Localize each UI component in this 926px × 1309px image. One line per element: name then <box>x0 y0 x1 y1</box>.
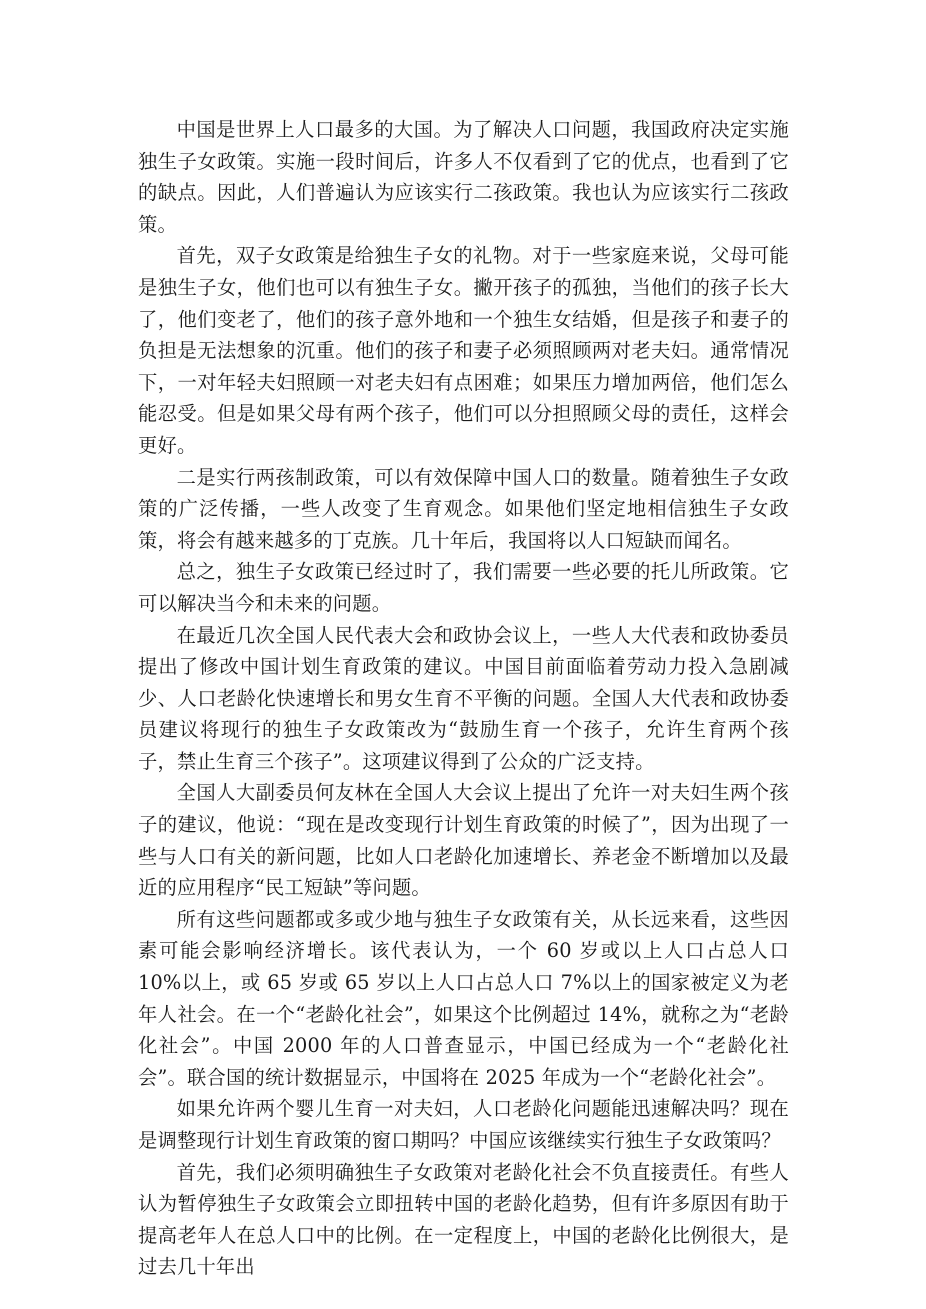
paragraph: 首先，双子女政策是给独生子女的礼物。对于一些家庭来说，父母可能是独生子女，他们也可以有独生子女。撇开孩子的孤独，当他们的孩子长大了，他们变老了，他们的孩子意外地和一个独生女结婚，但是孩子和妻子的负担是无法想象的沉重。他们的孩子和妻子必须照顾两对老夫妇。通常情况下，一对年轻夫妇照顾一对老夫妇有点困难；如果压力增加两倍，他们怎么能忍受。但是如果父母有两个孩子，他们可以分担照顾父母的责任，这样会更好。 <box>138 244 789 457</box>
paragraph: 在最近几次全国人民代表大会和政协会议上，一些人大代表和政协委员提出了修改中国计划生育政策的建议。中国目前面临着劳动力投入急剧减少、人口老龄化快速增长和男女生育不平衡的问题。全国人大代表和政协委员建议将现行的独生子女政策改为“鼓励生育一个孩子，允许生育两个孩子，禁止生育三个孩子”。这项建议得到了公众的广泛支持。 <box>138 623 789 773</box>
paragraph: 总之，独生子女政策已经过时了，我们需要一些必要的托儿所政策。它可以解决当今和未来的问题。 <box>138 560 789 615</box>
paragraph: 首先，我们必须明确独生子女政策对老龄化社会不负直接责任。有些人认为暂停独生子女政策会立即扭转中国的老龄化趋势，但有许多原因有助于提高老年人在总人口中的比例。在一定程度上，中国的老龄化比例很大，是过去几十年出 <box>138 1160 789 1279</box>
paragraph: 二是实行两孩制政策，可以有效保障中国人口的数量。随着独生子女政策的广泛传播，一些人改变了生育观念。如果他们坚定地相信独生子女政策，将会有越来越多的丁克族。几十年后，我国将以人口短缺而闻名。 <box>138 465 789 552</box>
paragraph: 全国人大副委员何友林在全国人大会议上提出了允许一对夫妇生两个孩子的建议，他说：“现在是改变现行计划生育政策的时候了”，因为出现了一些与人口有关的新问题，比如人口老龄化加速增长、养老金不断增加以及最近的应用程序“民工短缺”等问题。 <box>138 781 789 900</box>
document-body <box>138 114 789 1283</box>
paragraph: 所有这些问题都或多或少地与独生子女政策有关，从长远来看，这些因素可能会影响经济增长。该代表认为，一个 60 岁或以上人口占总人口 10%以上，或 65 岁或 65 岁以上人口占总人口 7%以上的国家被定义为老年人社会。在一个“老龄化社会”，如果这个比例超过 14%，就称之为“老龄化社会”。中国 2000 年的人口普查显示，中国已经成为一个“老龄化社会”。联合国的统计数据显示，中国将在 2025 年成为一个“老龄化社会”。 <box>138 907 789 1089</box>
paragraph: 中国是世界上人口最多的大国。为了解决人口问题，我国政府决定实施独生子女政策。实施一段时间后，许多人不仅看到了它的优点，也看到了它的缺点。因此，人们普遍认为应该实行二孩政策。我也认为应该实行二孩政策。 <box>138 118 789 236</box>
paragraph: 如果允许两个婴儿生育一对夫妇，人口老龄化问题能迅速解决吗？现在是调整现行计划生育政策的窗口期吗？中国应该继续实行独生子女政策吗？ <box>138 1097 789 1152</box>
